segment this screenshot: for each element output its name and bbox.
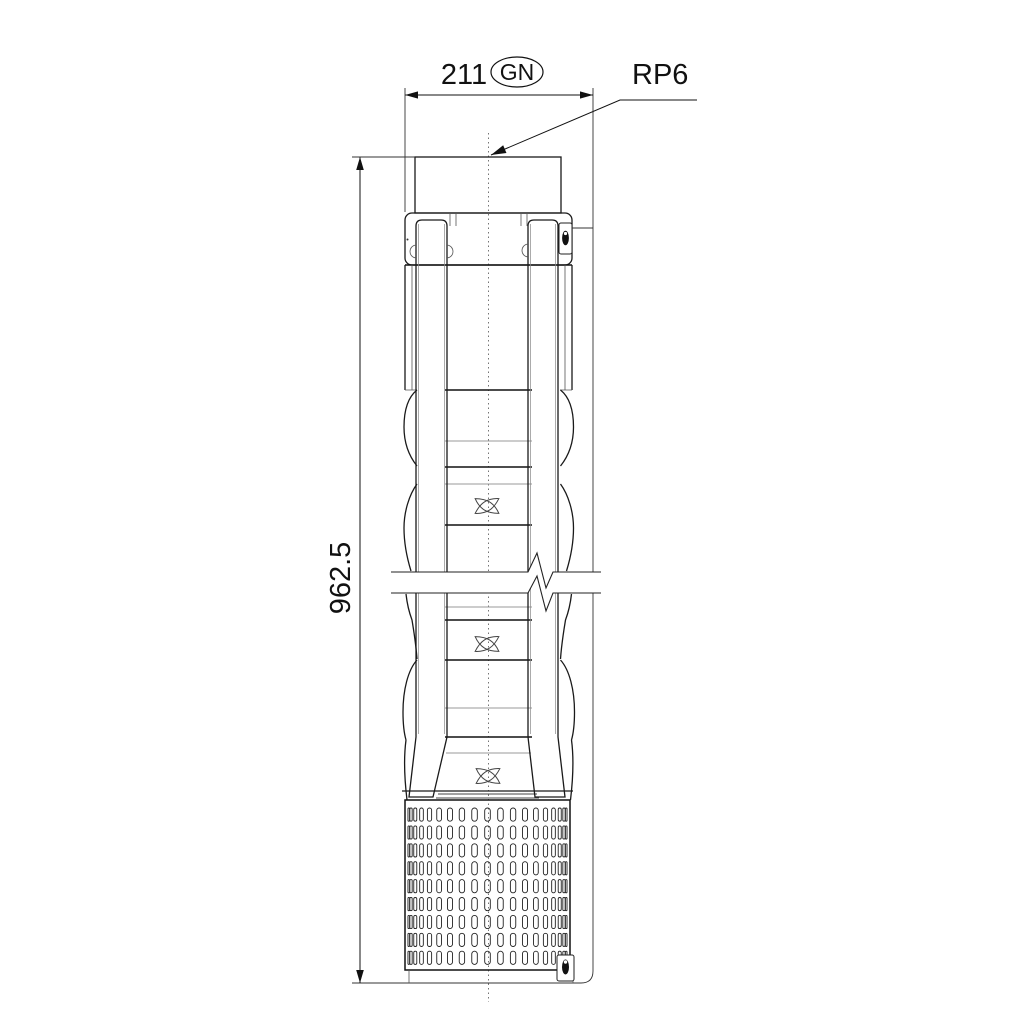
width-dimension-value: 211 <box>440 59 488 91</box>
thread-label: RP6 <box>632 59 689 91</box>
guard-fastener-bottom-right <box>557 955 574 981</box>
punch-mark <box>407 239 409 241</box>
gn-badge-label: GN <box>499 59 535 85</box>
height-dimension-value: 962.5 <box>325 541 357 615</box>
screw-highlight <box>564 232 567 235</box>
screw-highlight <box>564 960 567 963</box>
